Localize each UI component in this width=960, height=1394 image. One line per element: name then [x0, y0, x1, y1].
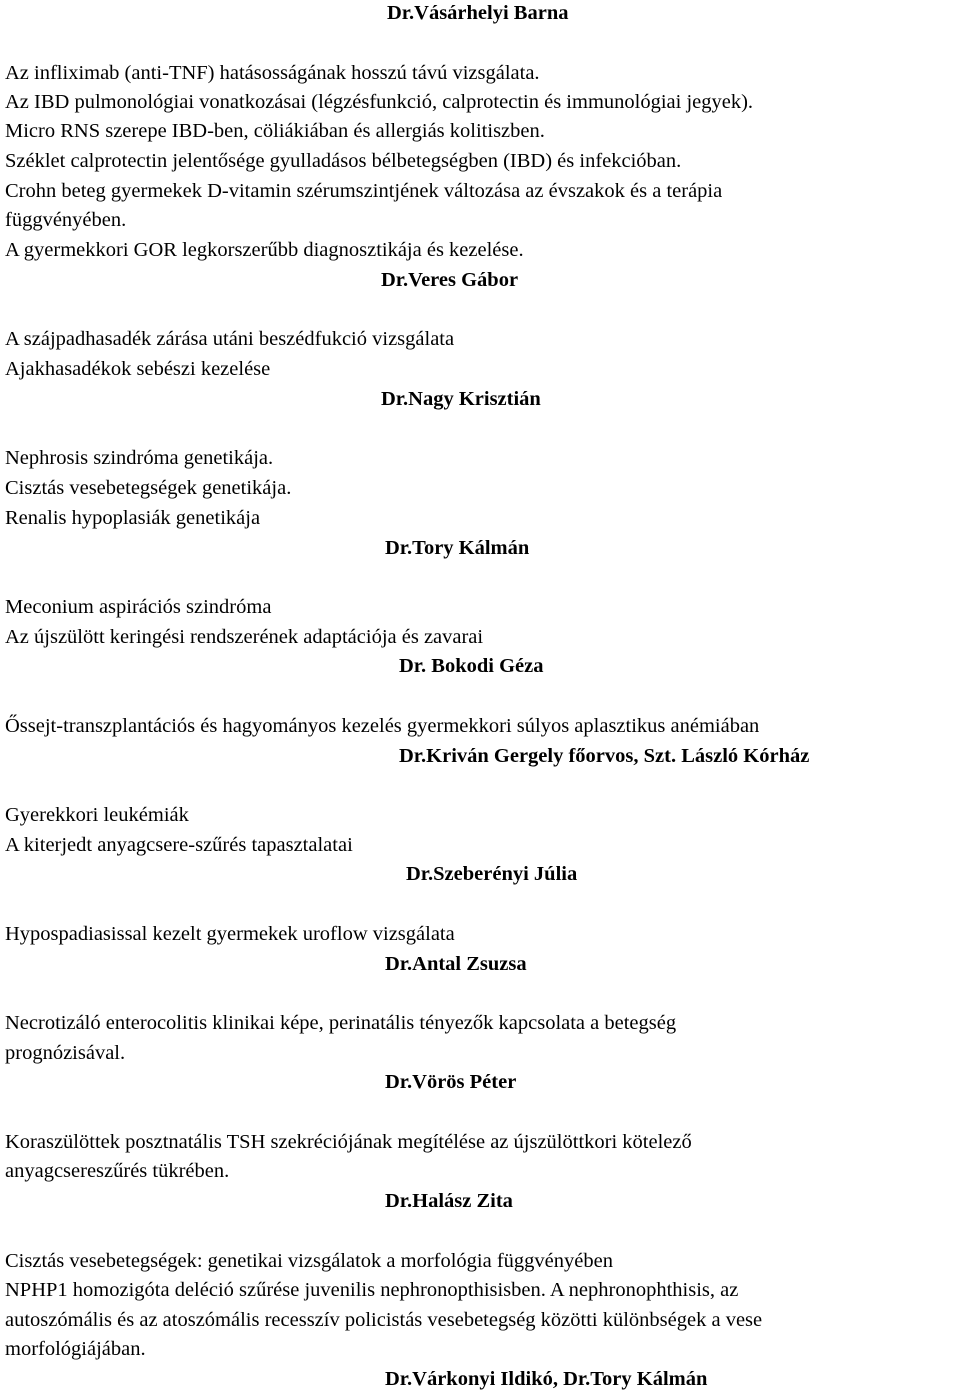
- topic-line: Nephrosis szindróma genetikája.: [5, 447, 274, 469]
- topic-line: Koraszülöttek posztnatális TSH szekréciójának megítélése az újszülöttkori kötelező: [5, 1131, 692, 1153]
- topic-line: NPHP1 homozigóta deléció szűrése juvenilis nephronopthisisben. A nephronophthisis, az: [5, 1279, 739, 1301]
- author-name: Dr. Bokodi Géza: [399, 655, 544, 677]
- author-name: Dr.Vörös Péter: [385, 1071, 517, 1093]
- topic-line: Az IBD pulmonológiai vonatkozásai (légzésfunkció, calprotectin és immunológiai jegyek).: [5, 91, 754, 113]
- topic-line: Gyerekkori leukémiák: [5, 804, 189, 826]
- topic-line: Micro RNS szerepe IBD-ben, cöliákiában és allergiás kolitiszben.: [5, 120, 545, 142]
- topic-line: Őssejt-transzplantációs és hagyományos kezelés gyermekkori súlyos aplasztikus anémiában: [5, 715, 760, 737]
- topic-line: Az infliximab (anti-TNF) hatásosságának hosszú távú vizsgálata.: [5, 62, 540, 84]
- topic-line: prognózisával.: [5, 1042, 126, 1064]
- topic-line: morfológiájában.: [5, 1338, 146, 1360]
- topic-line: anyagcsereszűrés tükrében.: [5, 1160, 230, 1182]
- author-name: Dr.Kriván Gergely főorvos, Szt. László Kórház: [399, 745, 810, 767]
- author-name: Dr.Várkonyi Ildikó, Dr.Tory Kálmán: [385, 1368, 708, 1390]
- topic-line: Széklet calprotectin jelentősége gyulladásos bélbetegségben (IBD) és infekcióban.: [5, 150, 682, 172]
- topic-line: A kiterjedt anyagcsere-szűrés tapasztalatai: [5, 834, 353, 856]
- topic-line: Hypospadiasissal kezelt gyermekek uroflow vizsgálata: [5, 923, 455, 945]
- topic-line: Az újszülött keringési rendszerének adaptációja és zavarai: [5, 626, 484, 648]
- topic-line: Necrotizáló enterocolitis klinikai képe, perinatális tényezők kapcsolata a betegség: [5, 1012, 677, 1034]
- topic-line: Renalis hypoplasiák genetikája: [5, 507, 261, 529]
- author-name: Dr.Veres Gábor: [381, 269, 519, 291]
- author-name: Dr.Vásárhelyi Barna: [387, 2, 569, 24]
- topic-line: Meconium aspirációs szindróma: [5, 596, 272, 618]
- topic-line: függvényében.: [5, 209, 127, 231]
- topic-line: Ajakhasadékok sebészi kezelése: [5, 358, 271, 380]
- author-name: Dr.Nagy Krisztián: [381, 388, 541, 410]
- author-name: Dr.Halász Zita: [385, 1190, 513, 1212]
- topic-line: Cisztás vesebetegségek: genetikai vizsgálatok a morfológia függvényében: [5, 1250, 613, 1272]
- author-name: Dr.Szeberényi Júlia: [406, 863, 578, 885]
- author-name: Dr.Antal Zsuzsa: [385, 953, 527, 975]
- topic-line: A gyermekkori GOR legkorszerűbb diagnosztikája és kezelése.: [5, 239, 524, 261]
- topic-line: Crohn beteg gyermekek D-vitamin szérumszintjének változása az évszakok és a terápia: [5, 180, 723, 202]
- topic-line: Cisztás vesebetegségek genetikája.: [5, 477, 292, 499]
- author-name: Dr.Tory Kálmán: [385, 537, 530, 559]
- topic-line: autoszómális és az atoszómális recesszív policistás vesebetegség közötti különbségek a vese: [5, 1309, 763, 1331]
- topic-line: A szájpadhasadék zárása utáni beszédfukció vizsgálata: [5, 328, 455, 350]
